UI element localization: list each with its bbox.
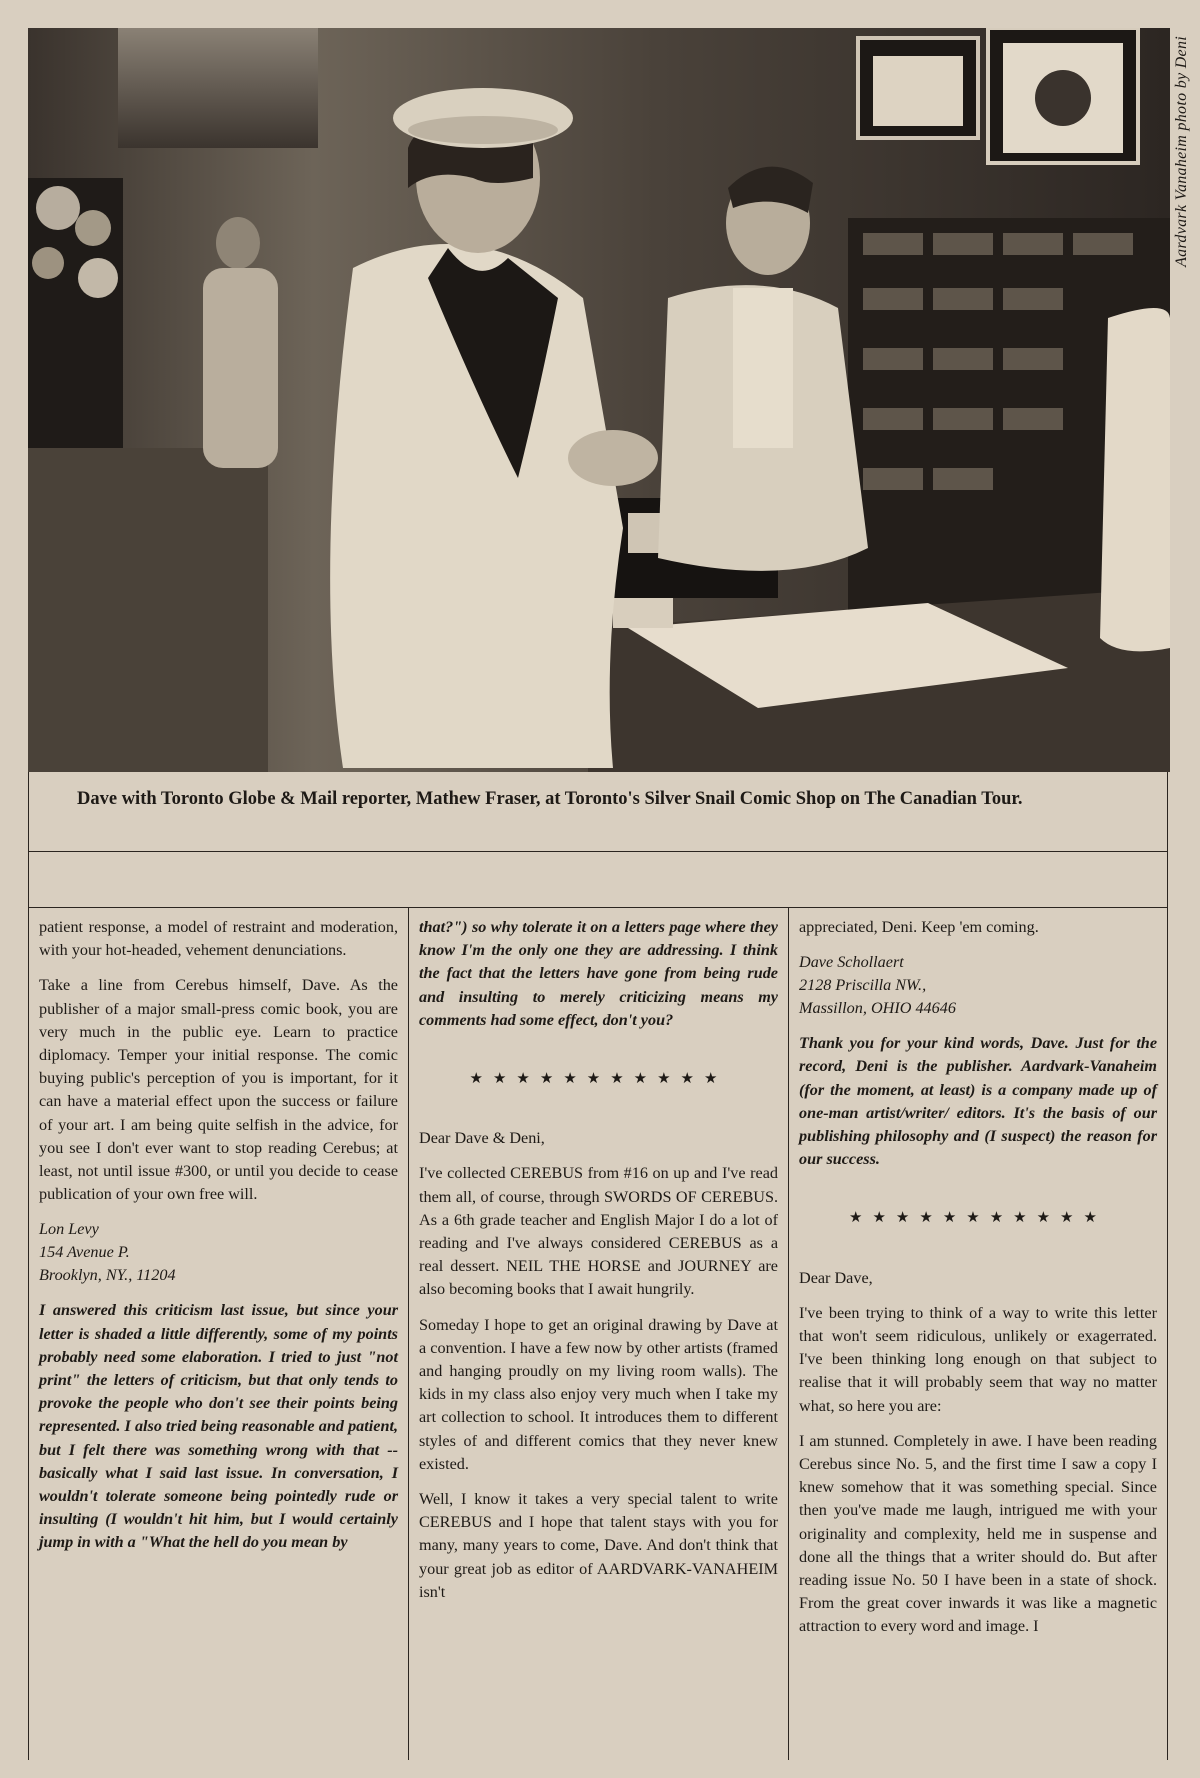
spacer-box — [28, 852, 1168, 908]
letter-paragraph: I've collected CEREBUS from #16 on up and I've read them all, of course, through SWORDS OF CEREBUS. As a 6th grade teacher and English Major I do a lot of reading and I've always considered CEREBUS as a real dessert. NEIL THE HORSE and JOURNEY are also becoming books that I await hungrily. — [419, 1164, 778, 1299]
signature-address: 2128 Priscilla NW., — [799, 976, 927, 995]
photo-credit: Aardvark Vanaheim photo by Deni — [1173, 36, 1190, 267]
letter-paragraph: appreciated, Deni. Keep 'em coming. — [799, 918, 1039, 936]
signature-city: Massillon, OHIO 44646 — [799, 999, 956, 1018]
editor-reply: Thank you for your kind words, Dave. Just for the record, Deni is the publisher. Aardvark-Vanaheim (for the moment, at least) is a company made up of one-man artist/writer/ editors. It's the basis of our publishing philosophy and (I suspect) the reason for our success. — [799, 1034, 1157, 1169]
column-1 — [28, 908, 409, 1760]
photo — [28, 28, 1170, 772]
letters-columns — [28, 908, 1168, 1760]
letter-paragraph: I've been trying to think of a way to write this letter that won't seem ridiculous, unlikely or exagerrated. I've been thinking long enough on that subject to realise that it will probably seem that way no matter what, so here you are: — [799, 1303, 1157, 1415]
letter-signature — [39, 1218, 398, 1287]
letter-paragraph: Someday I hope to get an original drawing by Dave at a convention. I have a few now by other artists (framed and hanging proudly on my living room walls). The kids in my class also enjoy very much when I take my art collection to school. It introduces them to different styles of and different comics that they never knew existed. — [419, 1315, 778, 1473]
star-divider: ★★★★★★★★★★★ — [849, 1210, 1107, 1227]
letter-signature — [799, 951, 1157, 1020]
star-divider: ★★★★★★★★★★★ — [469, 1071, 728, 1088]
signature-name: Lon Levy — [39, 1220, 99, 1239]
editor-reply: I answered this criticism last issue, but since your letter is shaded a little differently, some of my points probably need some elaboration. I tried to just "not print" the letters of criticism, but that only tends to provoke the people who don't see their points being represented. I also tried being reasonable and patient, but I felt there was something wrong with that -- basically what I said last issue. In conversation, I wouldn't tolerate someone being pointedly rude or insulting (I wouldn't hit him, but I would certainly jump in with a "What the hell do you mean by — [39, 1301, 398, 1552]
column-3 — [789, 908, 1168, 1760]
letter-paragraph: I am stunned. Completely in awe. I have been reading Cerebus since No. 5, and the first time I saw a copy I knew somehow that it was something special. Since then you've made me laugh, intrigued me with your originality and complexity, held me in suspense and done all the things that a writer should do. But after reading issue No. 50 I have been in a state of shock. From the great cover inwards it was like a magnetic attraction to every word and image. I — [799, 1431, 1157, 1636]
photo-caption: Dave with Toronto Globe & Mail reporter, Mathew Fraser, at Toronto's Silver Snail Comic Shop on The Canadian Tour. — [28, 772, 1168, 852]
signature-name: Dave Schollaert — [799, 953, 904, 972]
letter-salutation: Dear Dave, — [799, 1268, 873, 1287]
letter-salutation: Dear Dave & Deni, — [419, 1129, 545, 1148]
column-2 — [409, 908, 789, 1760]
letter-paragraph: Well, I know it takes a very special talent to write CEREBUS and I hope that talent stays with you for many, many years to come, Dave. And don't think that your great job as editor of AARDVARK-VANAHEIM isn't — [419, 1490, 778, 1601]
editor-reply-continued: that?") so why tolerate it on a letters page where they know I'm the only one they are addressing. I think the fact that the letters have gone from being rude and insulting to merely criticizing means my comments had some effect, don't you? — [419, 918, 778, 1029]
signature-city: Brooklyn, NY., 11204 — [39, 1266, 176, 1285]
signature-address: 154 Avenue P. — [39, 1243, 130, 1262]
photo-illustration — [28, 28, 1170, 772]
letter-paragraph: patient response, a model of restraint and moderation, with your hot-headed, vehement denunciations. — [39, 918, 398, 960]
letter-paragraph: Take a line from Cerebus himself, Dave. As the publisher of a major small-press comic book, you are very much in the public eye. Learn to practice diplomacy. Temper your initial response. The comic buying public's perception of you is important, for it can have a material effect upon the success or failure of your art. I am being quite selfish in the advice, for you see I don't ever want to stop reading Cerebus; at least, not until issue #300, or until you decide to cease publication of your own free will. — [39, 976, 398, 1204]
